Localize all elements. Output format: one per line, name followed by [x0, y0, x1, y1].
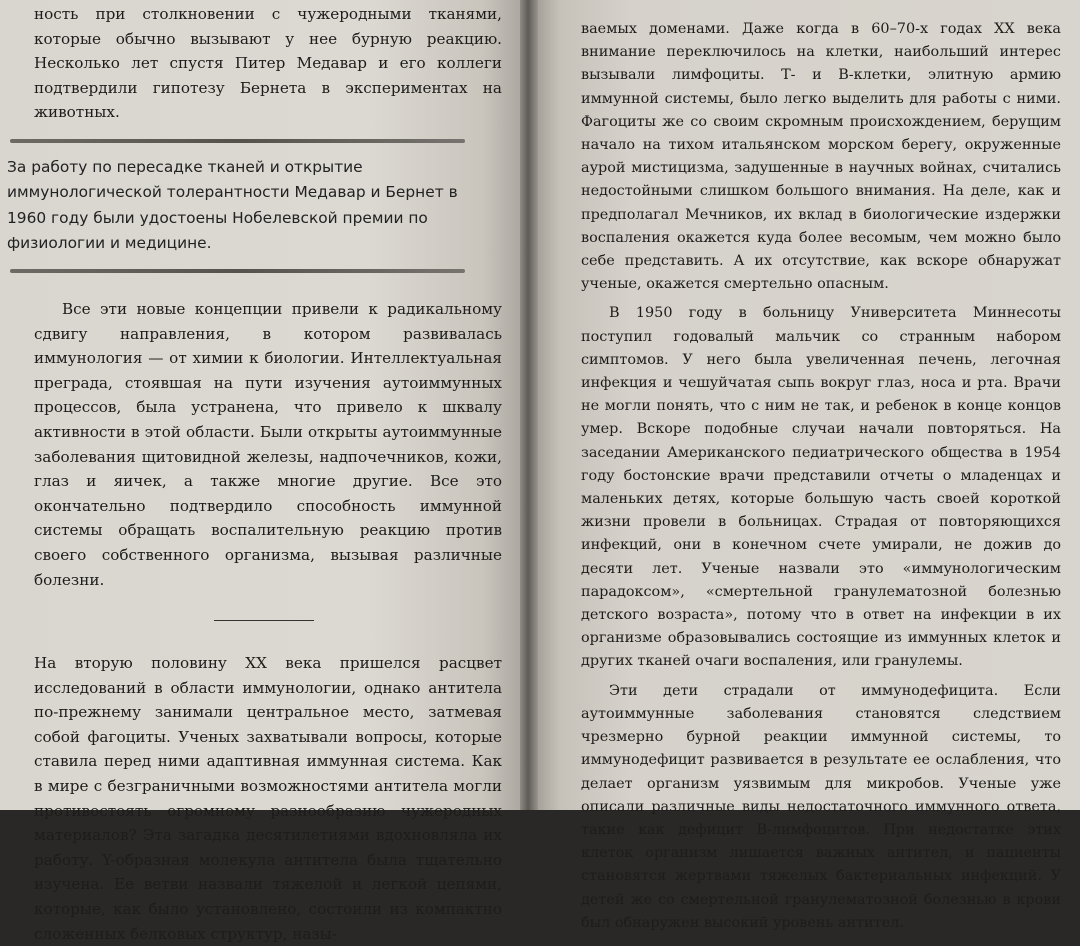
left-top-paragraph: ность при столкновении с чужеродными тканями, которые обычно вызывают у нее бурную реакцию. Несколько лет спустя Питер Медавар и его коллеги подтвердили гипотезу Бернета в экспериментах на животных. [34, 5, 502, 122]
section-separator [214, 620, 314, 621]
right-page [533, 0, 1080, 931]
left-paragraph-3: На вторую половину XX века пришелся расцвет исследований в области иммунологии, однако антитела по-прежнему занимали центральное место, затмевая собой фагоциты. Ученых захватывали вопросы, которые ставила перед ними адаптивная иммунная система. Как в мире с безграничными возможностями антитела могли противостоять огромному разнообразию чужеродных материалов? Эта загадка десятилетиями вдохновляла их работу. Y-образная молекула антитела была тщательно изучена. Ее ветви назвали тяжелой и легкой цепями, которые, как было установлено, состоили из компактно сложенных белковых структур, назы- [34, 654, 502, 943]
right-paragraph-2: В 1950 году в больницу Университета Миннесоты поступил годовалый мальчик со странным набором симптомов. У него была увеличенная печень, легочная инфекция и чешуйчатая сыпь вокруг глаз, носа и рта. Врачи не могли понять, что с ним не так, и ребенок в конце концов умер. Вскоре подобные случаи начали повторяться. На заседании Американского педиатрического общества в 1954 году бостонские врачи представили отчеты о младенцах и маленьких детях, которые большую часть своей короткой жизни провели в больницах. Страдая от повторяющихся инфекций, они в конечном счете умирали, не дожив до десяти лет. Ученые назвали это «иммунологическим парадоксом», «смертельной гранулематозной болезнью детского возраста», потому что в ответ на инфекции в их организме образовывались состоящие из иммунных клеток и других тканей очаги воспаления, или гранулемы. [581, 305, 1061, 670]
sidebar-note: За работу по пересадке тканей и открытие иммунологической толерантности Медавар и Бернет в 1960 году были удостоены Нобелевской премии по физиологии и медицине. [7, 157, 458, 253]
right-paragraph-3: Эти дети страдали от иммунодефицита. Если аутоиммунные заболевания становятся следствием чрезмерно бурной реакции иммунной системы, то иммунодефицит развивается в результате ее ослабления, что делает организм уязвимым для микробов. Ученые уже описали различные виды недостаточного иммунного ответа, такие как дефицит В-лимфоцитов. При недостатке этих клеток организм лишается важных антител, и пациенты становятся жертвами тяжелых бактериальных инфекций. У детей же со смертельной гранулематозной болезнью в крови был обнаружен высокий уровень антител. [581, 682, 1061, 931]
right-page-text-column [581, 18, 1061, 935]
left-page [0, 0, 525, 943]
sidebar-top-rule [10, 139, 465, 143]
left-paragraph-2: Все эти новые концепции привели к радикальному сдвигу направления, в котором развивалась иммунология — от химии к биологии. Интеллектуальная преграда, стоявшая на пути изучения аутоиммунных процессов, была устранена, что привело к шквалу активности в этой области. Были открыты аутоиммунные заболевания щитовидной железы, надпочечников, кожи, глаз и яичек, а также многие другие. Все это окончательно подтвердило способность иммунной системы обращать воспалительную реакцию против своего собственного организма, вызывая различные болезни. [34, 299, 502, 589]
book-gutter [520, 0, 538, 810]
left-page-text-column [7, 2, 502, 946]
right-paragraph-1: ваемых доменами. Даже когда в 60–70-х годах XX века внимание переключилось на клетки, наибольший интерес вызывали лимфоциты. Т- и В-клетки, элитную армию иммунной системы, было легко выделить для работы с ними. Фагоциты же со своим скромным происхождением, берущим начало на тихом итальянском морском берегу, окруженные аурой мистицизма, задушенные в научных войнах, считались недостойными слишком большого внимания. На деле, как и предполагал Мечников, их вклад в биологические издержки воспаления окажется куда более весомым, чем можно было себе представить. А их отсутствие, как вскоре обнаружат ученые, окажется смертельно опасным. [581, 21, 1061, 293]
